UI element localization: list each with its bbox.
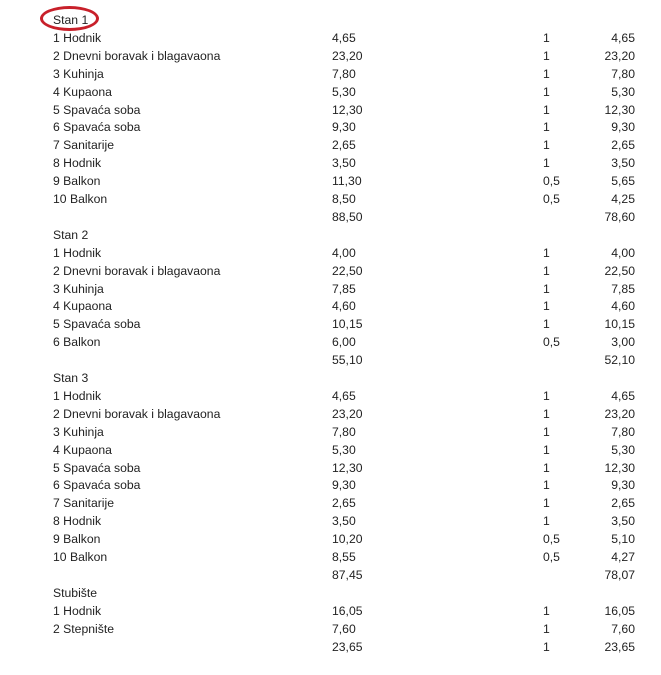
- table-row: [0, 602, 661, 620]
- table-row: [0, 29, 661, 47]
- sum-total: 78,07: [604, 567, 635, 582]
- section-sum-row: [0, 208, 661, 226]
- table-row: [0, 280, 661, 298]
- room-total: 4,00: [611, 245, 635, 260]
- room-label: 4 Kupaona: [53, 442, 112, 457]
- room-area: 5,30: [332, 84, 356, 99]
- room-label: 10 Balkon: [53, 550, 108, 564]
- room-label: 9 Balkon: [53, 174, 101, 189]
- room-area: 7,60: [332, 621, 356, 636]
- room-total: 2,65: [611, 138, 635, 153]
- room-area: 6,00: [332, 335, 356, 350]
- room-label: 2 Dnevni boravak i blagavaona: [53, 406, 221, 421]
- section-title: [0, 369, 661, 387]
- room-total: 5,30: [611, 442, 635, 457]
- table-row: [0, 47, 661, 65]
- room-coefficient: 1: [543, 460, 550, 475]
- room-area: 8,50: [332, 192, 356, 206]
- room-area: 16,05: [332, 603, 363, 618]
- room-area: 12,30: [332, 102, 363, 117]
- room-area: 23,20: [332, 48, 363, 63]
- room-coefficient: 1: [543, 48, 550, 63]
- room-coefficient: 1: [543, 66, 550, 81]
- room-area: 10,15: [332, 317, 363, 332]
- room-coefficient: 1: [543, 621, 550, 636]
- table-row: [0, 101, 661, 119]
- room-label: 7 Sanitarije: [53, 138, 114, 153]
- room-label: 9 Balkon: [53, 532, 101, 547]
- room-total: 12,30: [604, 460, 635, 475]
- room-coefficient: 1: [543, 102, 550, 117]
- room-total: 5,30: [611, 84, 635, 99]
- room-total: 23,20: [604, 48, 635, 63]
- room-coefficient: 1: [543, 120, 550, 135]
- room-area: 4,65: [332, 388, 356, 403]
- table-row: [0, 297, 661, 315]
- sum-area: 88,50: [332, 209, 363, 224]
- table-row: [0, 405, 661, 423]
- room-coefficient: 1: [543, 603, 550, 618]
- room-coefficient: 0,5: [543, 550, 560, 564]
- room-area: 7,80: [332, 424, 356, 439]
- room-coefficient: 1: [543, 84, 550, 99]
- room-area: 12,30: [332, 460, 363, 475]
- room-area: 7,85: [332, 281, 356, 296]
- table-row: [0, 83, 661, 101]
- table-row: [0, 244, 661, 262]
- room-area: 9,30: [332, 120, 356, 135]
- table-row: [0, 459, 661, 477]
- room-area: 10,20: [332, 532, 363, 547]
- room-total: 5,65: [611, 174, 635, 189]
- section-sum-row: [0, 351, 661, 369]
- section-title: [0, 226, 661, 244]
- room-label: 3 Kuhinja: [53, 424, 104, 439]
- room-label: 4 Kupaona: [53, 84, 112, 99]
- room-coefficient: 1: [543, 281, 550, 296]
- sum-area: 55,10: [332, 353, 363, 368]
- table-row: [0, 512, 661, 530]
- sum-total: 52,10: [604, 353, 635, 368]
- room-area: 5,30: [332, 442, 356, 457]
- room-area: 7,80: [332, 66, 356, 81]
- room-area: 4,65: [332, 30, 356, 45]
- room-area: 22,50: [332, 263, 363, 278]
- room-label: 1 Hodnik: [53, 603, 102, 618]
- room-coefficient: 0,5: [543, 532, 560, 547]
- room-label: 1 Hodnik: [53, 245, 102, 260]
- room-label: 7 Sanitarije: [53, 496, 114, 511]
- sum-area: 23,65: [332, 639, 363, 654]
- table-row: [0, 494, 661, 512]
- room-coefficient: 1: [543, 138, 550, 153]
- room-label: 3 Kuhinja: [53, 281, 104, 296]
- room-total: 16,05: [604, 603, 635, 618]
- room-coefficient: 0,5: [543, 174, 560, 189]
- room-total: 9,30: [611, 478, 635, 493]
- room-coefficient: 1: [543, 442, 550, 457]
- room-total: 3,50: [611, 514, 635, 529]
- sum-total: 23,65: [604, 639, 635, 654]
- section-sum-row: [0, 638, 661, 656]
- room-area: 3,50: [332, 156, 356, 171]
- room-label: 4 Kupaona: [53, 299, 112, 314]
- room-total: 7,80: [611, 424, 635, 439]
- room-area: 2,65: [332, 138, 356, 153]
- room-area: 9,30: [332, 478, 356, 493]
- room-coefficient: 1: [543, 317, 550, 332]
- table-row: [0, 136, 661, 154]
- room-area: 3,50: [332, 514, 356, 529]
- room-coefficient: 1: [543, 514, 550, 529]
- room-total: 23,20: [604, 406, 635, 421]
- table-row: [0, 172, 661, 190]
- room-total: 7,85: [611, 281, 635, 296]
- room-coefficient: 1: [543, 478, 550, 493]
- room-label: 2 Stepnište: [53, 621, 114, 636]
- room-total: 3,50: [611, 156, 635, 171]
- table-row: [0, 476, 661, 494]
- room-total: 4,65: [611, 30, 635, 45]
- room-total: 7,80: [611, 66, 635, 81]
- table-row: [0, 118, 661, 136]
- section-title-text: Stan 2: [53, 227, 89, 242]
- sum-coefficient: 1: [543, 639, 550, 654]
- room-total: 12,30: [604, 102, 635, 117]
- room-area: 4,60: [332, 299, 356, 314]
- table-row: [0, 387, 661, 405]
- room-label: 8 Hodnik: [53, 156, 102, 171]
- room-coefficient: 1: [543, 424, 550, 439]
- room-total: 4,25: [611, 192, 635, 206]
- table-row: [0, 548, 661, 566]
- room-total: 4,65: [611, 388, 635, 403]
- room-total: 22,50: [604, 263, 635, 278]
- section-title-text: Stan 3: [53, 371, 89, 385]
- section-title-text: Stan 1: [53, 13, 89, 27]
- table-row: [0, 315, 661, 333]
- room-area: 11,30: [332, 174, 362, 189]
- room-coefficient: 1: [543, 388, 550, 403]
- room-label: 6 Balkon: [53, 335, 101, 350]
- room-label: 2 Dnevni boravak i blagavaona: [53, 48, 221, 63]
- table-row: [0, 190, 661, 208]
- room-label: 5 Spavaća soba: [53, 102, 141, 117]
- room-area: 2,65: [332, 496, 356, 511]
- room-label: 6 Spavaća soba: [53, 120, 141, 135]
- section-title: [0, 584, 661, 602]
- room-coefficient: 1: [543, 263, 550, 278]
- table-row: [0, 65, 661, 83]
- sum-total: 78,60: [604, 209, 635, 224]
- room-total: 5,10: [611, 532, 635, 547]
- room-coefficient: 0,5: [543, 335, 560, 350]
- table-row: [0, 333, 661, 351]
- room-coefficient: 1: [543, 245, 550, 260]
- table-row: [0, 262, 661, 280]
- room-coefficient: 1: [543, 496, 550, 511]
- sum-area: 87,45: [332, 567, 363, 582]
- room-total: 2,65: [611, 496, 635, 511]
- table-row: [0, 423, 661, 441]
- table-row: [0, 441, 661, 459]
- room-label: 2 Dnevni boravak i blagavaona: [53, 263, 221, 278]
- room-coefficient: 1: [543, 406, 550, 421]
- room-area: 23,20: [332, 406, 363, 421]
- room-label: 6 Spavaća soba: [53, 478, 141, 493]
- room-label: 5 Spavaća soba: [53, 460, 141, 475]
- room-total: 4,60: [611, 299, 635, 314]
- room-label: 10 Balkon: [53, 192, 108, 206]
- room-label: 8 Hodnik: [53, 514, 102, 529]
- room-label: 3 Kuhinja: [53, 66, 104, 81]
- section-title: [0, 11, 661, 29]
- room-area: 4,00: [332, 245, 356, 260]
- room-coefficient: 1: [543, 30, 550, 45]
- section-title-text: Stubište: [53, 585, 98, 600]
- room-total: 3,00: [611, 335, 635, 350]
- table-row: [0, 620, 661, 638]
- room-coefficient: 0,5: [543, 192, 560, 206]
- room-label: 5 Spavaća soba: [53, 317, 141, 332]
- room-total: 9,30: [611, 120, 635, 135]
- room-total: 10,15: [604, 317, 635, 332]
- room-total: 4,27: [611, 550, 635, 564]
- section-sum-row: [0, 566, 661, 584]
- room-label: 1 Hodnik: [53, 30, 102, 45]
- room-area: 8,55: [332, 550, 356, 564]
- room-total: 7,60: [611, 621, 635, 636]
- room-coefficient: 1: [543, 299, 550, 314]
- room-coefficient: 1: [543, 156, 550, 171]
- table-row: [0, 530, 661, 548]
- room-label: 1 Hodnik: [53, 388, 102, 403]
- table-row: [0, 154, 661, 172]
